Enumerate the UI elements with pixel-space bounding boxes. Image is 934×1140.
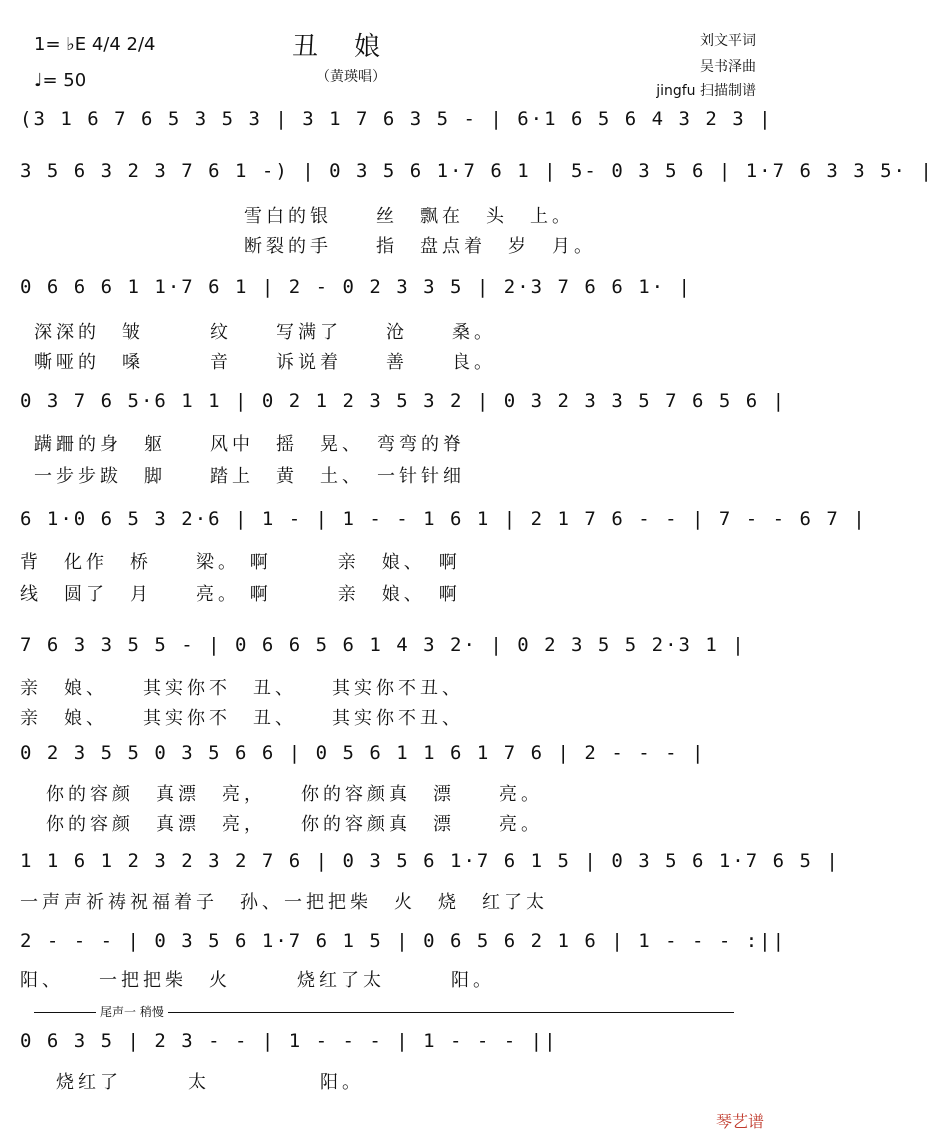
tempo-marking: ♩= 50 (34, 70, 87, 91)
lyric-row-2-verse-2: 断裂的手 指 盘点着 岁 月。 (244, 236, 596, 257)
notation-row-10: 0 6 3 5 | 2 3 - - | 1 - - - | 1 - - - || (20, 1030, 558, 1052)
notation-row-2: 3 5 6 3 2 3 7 6 1 -) | 0 3 5 6 1·7 6 1 | 5- 0 3 5 6 | 1·7 6 3 3 5· | (20, 160, 934, 182)
lyric-row-3-verse-2: 嘶哑的 嗓 音 诉说着 善 良。 (34, 352, 496, 373)
notation-row-3: 0 6 6 6 1 1·7 6 1 | 2 - 0 2 3 3 5 | 2·3 7 6 6 1· | (20, 276, 692, 298)
notation-row-7: 0 2 3 5 5 0 3 5 6 6 | 0 5 6 1 1 6 1 7 6 | 2 - - - | (20, 742, 706, 764)
notation-row-9: 2 - - - | 0 3 5 6 1·7 6 1 5 | 0 6 5 6 2 1 6 | 1 - - - :|| (20, 930, 787, 952)
lyric-row-5-verse-1: 背 化作 桥 梁。 啊 亲 娘、 啊 (20, 552, 461, 573)
singer-credit: （黄瑛唱） (316, 69, 386, 85)
notation-row-6: 7 6 3 3 5 5 - | 0 6 6 5 6 1 4 3 2· | 0 2 3 5 5 2·3 1 | (20, 634, 746, 656)
notation-row-8: 1 1 6 1 2 3 2 3 2 7 6 | 0 3 5 6 1·7 6 1 5 | 0 3 5 6 1·7 6 5 | (20, 850, 840, 872)
lyric-row-8: 一声声祈祷祝福着子 孙、一把把柴 火 烧 红了太 (20, 892, 548, 913)
lyric-row-6-verse-1: 亲 娘、 其实你不 丑、 其实你不丑、 (20, 678, 464, 699)
notation-row-1: (3 1 6 7 6 5 3 5 3 | 3 1 7 6 3 5 - | 6·1 6 5 6 4 3 2 3 | (20, 108, 773, 130)
composer-credit: 吴书泽曲 (700, 59, 756, 75)
lyric-row-4-verse-1: 蹒跚的身 躯 风中 摇 晃、 弯弯的脊 (34, 434, 465, 455)
notation-row-4: 0 3 7 6 5·6 1 1 | 0 2 1 2 3 5 3 2 | 0 3 2 3 3 5 7 6 5 6 | (20, 390, 787, 412)
watermark-logo: 琴艺谱 (715, 1112, 764, 1131)
song-title: 丑娘 (292, 32, 417, 62)
notation-row-5: 6 1·0 6 5 3 2·6 | 1 - | 1 - - 1 6 1 | 2 1 7 6 - - | 7 - - 6 7 | (20, 508, 867, 530)
lyric-row-6-verse-2: 亲 娘、 其实你不 丑、 其实你不丑、 (20, 708, 464, 729)
lyric-row-7-verse-2: 你的容颜 真漂 亮， 你的容颜真 漂 亮。 (46, 814, 543, 835)
lyric-row-2-verse-1: 雪白的银 丝 飘在 头 上。 (244, 206, 574, 227)
lyric-row-3-verse-1: 深深的 皱 纹 写满了 沧 桑。 (34, 322, 496, 343)
coda-label: 尾声一 稍慢 (96, 1003, 168, 1020)
scanner-credit: jingfu 扫描制谱 (656, 83, 756, 99)
key-signature: 1= ♭E 4/4 2/4 (34, 34, 156, 55)
lyric-row-9: 阳、 一把把柴 火 烧红了太 阳。 (20, 970, 495, 991)
lyric-row-7-verse-1: 你的容颜 真漂 亮， 你的容颜真 漂 亮。 (46, 784, 543, 805)
lyric-row-10: 烧红了 太 阳。 (56, 1072, 364, 1093)
lyric-row-4-verse-2: 一步步跋 脚 踏上 黄 土、 一针针细 (34, 466, 465, 487)
lyricist-credit: 刘文平词 (700, 33, 756, 49)
lyric-row-5-verse-2: 线 圆了 月 亮。 啊 亲 娘、 啊 (20, 584, 461, 605)
